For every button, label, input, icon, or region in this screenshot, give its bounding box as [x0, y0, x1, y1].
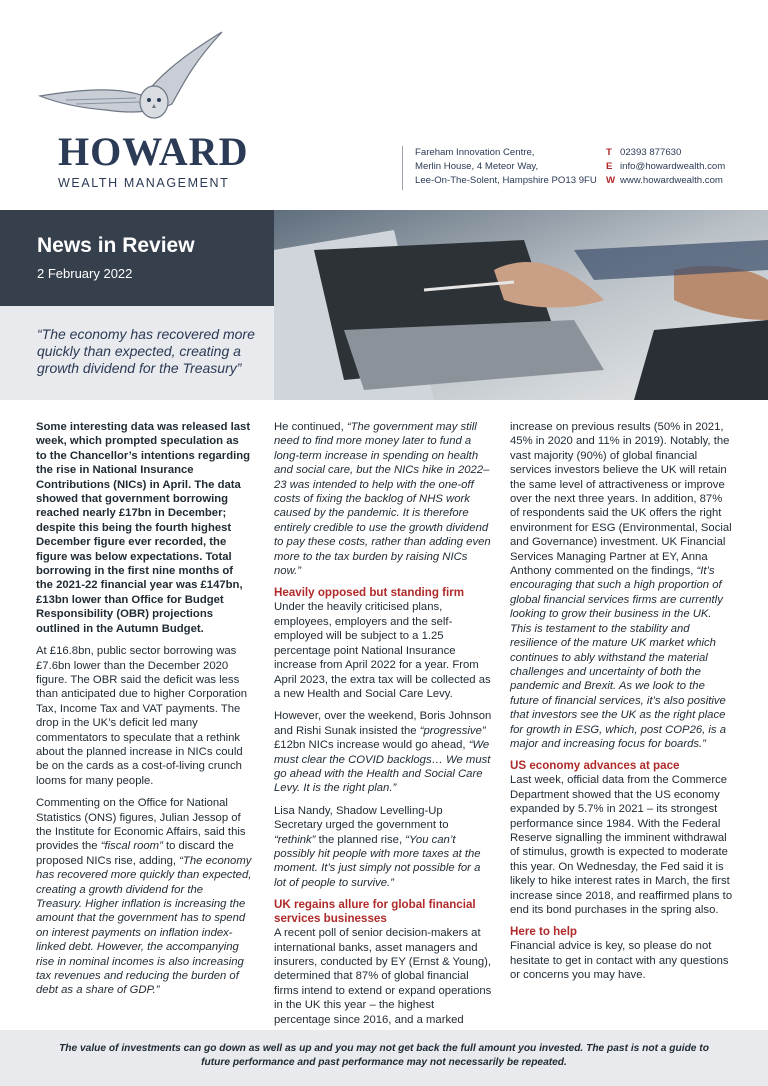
pull-quote: “The economy has recovered more quickly than expected, creating a growth dividend for the Treasury” [37, 326, 255, 376]
paragraph: Financial advice is key, so please do not hesitate to get in contact with any questions or concerns you may have. [510, 940, 729, 982]
pull-quote-panel [0, 306, 274, 400]
text-run: £12bn NICs increase would go ahead, [274, 739, 469, 752]
text-run: However, over the weekend, Boris Johnson and Rishi Sunak insisted the [274, 710, 492, 737]
section-heading: UK regains allure for global financial services businesses [274, 898, 476, 926]
section-heading: Here to help [510, 925, 577, 939]
title-banner [0, 210, 274, 306]
quote-run: “rethink” [274, 833, 316, 846]
website-link[interactable]: www.howardwealth.com [620, 175, 723, 186]
brand-tagline: WEALTH MANAGEMENT [58, 176, 230, 190]
brand-name: HOWARD [58, 129, 249, 174]
text-run: increase on previous results (50% in 2021, 45% in 2020 and 11% in 2019). Notably, the vast majority (90%) of global financial services investors believe the UK will retain the same level of attractiveness or improve over the next three years. In addition, 87% of respondents said the UK offers the right environment for ESG (Environmental, Social and Governance) investment. UK Financial Services Managing Partner at EY, Anna Anthony commented on the findings, [510, 421, 732, 578]
section-heading: US economy advances at pace [510, 759, 680, 773]
header-photo [274, 210, 768, 400]
article-column-3 [510, 420, 734, 991]
company-logo [36, 20, 249, 190]
owl-icon [36, 20, 226, 132]
quote-run: “We must clear the COVID backlogs… We must go ahead with the Health and Social Care Levy. It is the right plan.” [274, 739, 491, 795]
quote-run: “The economy has recovered more quickly than expected, creating a growth dividend for the Treasury. Higher inflation is increasing the amount that the government has to spend on interest payments on inflation index-linked debt. However, the accompanying rise in nominal incomes is also increasing tax revenues and reducing the burden of debt as a share of GDP.” [36, 854, 252, 997]
page-title: News in Review [37, 234, 195, 257]
paragraph: A recent poll of senior decision-makers at international banks, asset managers and insurers, conducted by EY (Ernst & Young), determined that 87% of global financial firms intend to extend or expand operations in the UK this year – the highest percentage since 2016, and a marked [274, 927, 492, 1026]
text-run: He continued, [274, 421, 347, 433]
disclaimer-footer [0, 1030, 768, 1086]
text-run: Lisa Nandy, Shadow Levelling-Up Secretary urged the government to [274, 804, 449, 832]
paragraph: At £16.8bn, public sector borrowing was £7.6bn lower than the December 2020 figure. The OBR said the deficit was less than anticipated due to higher Corporation Tax, Income Tax and VAT payments. The drop in the UK’s deficit led many commentators to speculate that a rethink about the planned increase in NICs could be on the cards as a cost-of-living crunch looms for many people. [36, 645, 248, 787]
section-heading: Heavily opposed but standing firm [274, 586, 465, 600]
web-label: W [606, 175, 616, 186]
phone-number[interactable]: 02393 877630 [620, 147, 682, 158]
web-row [606, 174, 725, 188]
paragraph: Last week, official data from the Commerce Department showed that the US economy expanded by 5.7% in 2021 – its strongest performance since 1984. With the Federal Reserve signalling the imminent withdrawal of stimulus, growth is expected to moderate this year. On Wednesday, the Fed said it is likely to hike interest rates in March, the first increase since 2018, and reaffirmed plans to end its bond purchases in the spring also. [510, 774, 733, 916]
lead-paragraph: Some interesting data was released last week, which prompted speculation as to the Chancellor’s intentions regarding the rise in National Insurance Contributions (NICs) in April. The data showed that government borrowing reached nearly £17bn in December; despite this being the fourth highest December figure ever recorded, the figure was below expectations. Total borrowing in the first nine months of the 2021-22 financial year was £147bn, £13bn lower than Office for Budget Responsibility (OBR) projections outlined in the Autumn Budget. [36, 421, 251, 635]
contact-details [606, 146, 725, 188]
text-run: the planned rise, [315, 833, 406, 846]
email-link[interactable]: info@howardwealth.com [620, 161, 726, 172]
address-line: Fareham Innovation Centre, [415, 147, 535, 158]
address-line: Merlin House, 4 Meteor Way, [415, 161, 539, 172]
address-block [402, 146, 597, 190]
disclaimer-text: The value of investments can go down as well as up and you may not get back the full amount you invested. The past is not a guide to future performance and past performance may not necessarily be repeated. [59, 1043, 709, 1068]
text-run: Commenting on the Office for National Statistics (ONS) figures, Julian Jessop of the Institute for Economic Affairs, said this provides the [36, 797, 246, 853]
article-column-2 [274, 420, 492, 1035]
laptop-calculator-image [274, 210, 768, 400]
paragraph [274, 420, 492, 578]
email-label: E [606, 161, 613, 172]
quote-run: “It’s encouraging that such a high proportion of global financial services firms are currently looking to grow their business in the UK. This is testament to the stability and resilience of the mature UK market which continues to ably withstand the material challenges and uncertainty of both the pandemic and Brexit. As we look to the future of financial services, it’s also positive that investors see the UK as the right place for growth in ESG, which, post COP26, is a major and increasing focus for boards.” [510, 565, 726, 750]
paragraph [36, 796, 252, 998]
quote-run: “The government may still need to find more money later to fund a long-term increase in spending on health and social care, but the NICs hike in 2022–23 was intended to help with the one-off costs of fixing the backlog of NHS work caused by the pandemic. It is therefore entirely credible to use the growth dividend to pay these costs, rather than adding even more to the tax burden by raising NICs now.” [274, 421, 491, 578]
paragraph [274, 709, 492, 795]
phone-label: T [606, 147, 612, 158]
article-column-1 [36, 420, 252, 1006]
paragraph: Under the heavily criticised plans, employees, employers and the self-employed will be subject to a 1.25 percentage point National Insurance increase from April 2022 for a year. From April 2023, the extra tax will be collected as a new Health and Social Care Levy. [274, 601, 491, 700]
paragraph [510, 420, 734, 751]
text-run: to discard the proposed NICs rise, adding, [36, 840, 234, 867]
email-row [606, 160, 725, 174]
quote-run: “fiscal room” [100, 840, 163, 853]
paragraph [274, 804, 492, 890]
issue-date: 2 February 2022 [37, 266, 133, 281]
quote-run: “progressive” [419, 724, 486, 737]
phone-row [606, 146, 725, 160]
address-line: Lee-On-The-Solent, Hampshire PO13 9FU [415, 175, 597, 186]
quote-run: “You can’t possibly hit people with more taxes at the moment. It’s just simply not possible for a lot of people to survive.” [274, 833, 481, 889]
